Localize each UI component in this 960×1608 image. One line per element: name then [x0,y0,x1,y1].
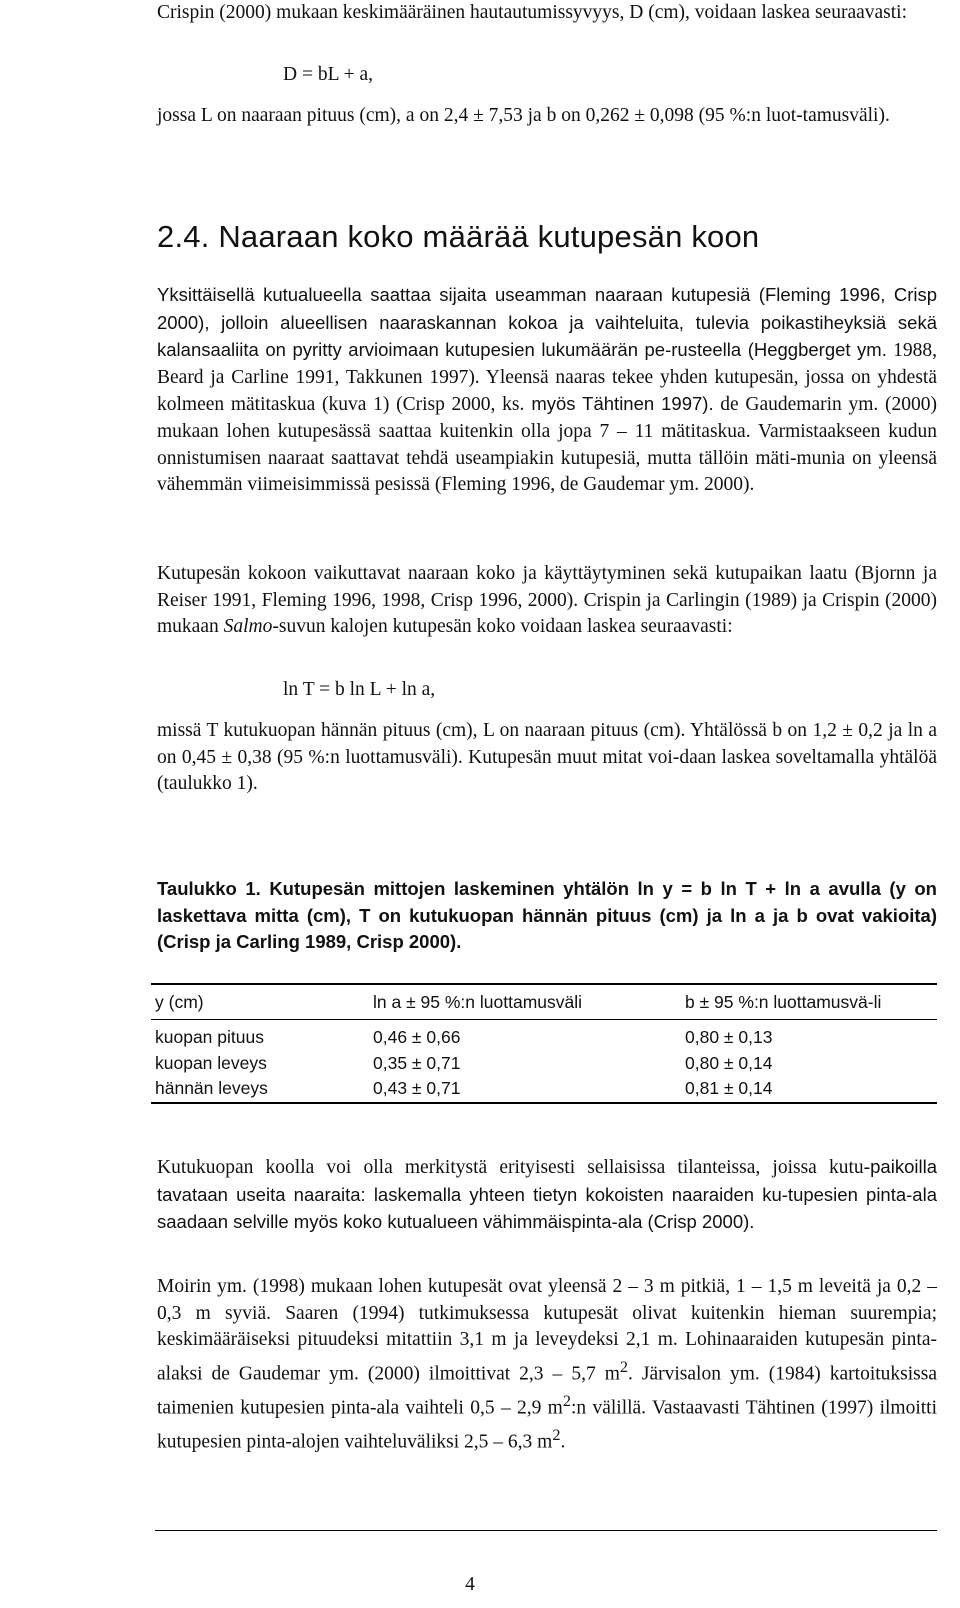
intro-paragraph [157,0,937,27]
paragraph-equation-explanation [157,718,937,798]
paragraph-text-sans: myös Tähtinen 1997). [524,393,714,415]
paragraph-text-sans: Yksittäisellä kutualueella saattaa sijaita useamman naaraan kutupesiä (Fleming 1996, Crisp 2000), jolloin alueellisen naaraskannan kokoa ja vaihteluita, tulevia poikastiheyksiä sekä kalansaaliita on pyritty arvioimaan kutupesien lukumäärän pe-rusteella (Heggberget ym. [157,284,937,361]
paragraph-text: 1988, Beard ja Carline 1991, Takkunen 1997). Yleensä naaras tekee yhden kutupesän, jossa on yhdestä kolmeen mätitaskua (kuva 1) (Crisp 2000, ks. [157,340,937,416]
paragraph-text-sans: paikoilla tavataan useita naaraita: laskemalla yhteen tietyn kokoisten naaraiden ku-tupesien pinta-ala saadaan selville myös koko kutualueen vähimmäispinta-ala (Crisp 2000). [157,1156,937,1233]
table-caption: Taulukko 1. Kutupesän mittojen laskeminen yhtälön ln y = b ln T + ln a avulla (y on laskettava mitta (cm), T on kutukuopan hännän pituus (cm) ja ln a ja b ovat vakioita) (Crisp ja Carling 1989, Crisp 2000). [157,878,937,952]
table-cell: 0,81 ± 0,14 [685,1078,773,1098]
table-header-cell: ln a ± 95 %:n luottamusväli [373,992,583,1012]
table-cell: 0,35 ± 0,71 [373,1052,461,1073]
page-number: 4 [465,1574,475,1595]
footer-divider [155,1530,937,1531]
intro-explanation-text: jossa L on naaraan pituus (cm), a on 2,4 ± 7,53 ja b on 0,262 ± 0,098 (95 %:n luot-tamusväli). [157,105,890,126]
table-header-cell: b ± 95 %:n luottamusvä-li [685,992,882,1012]
paragraph-text: de Gaudemarin ym. (2000) mukaan lohen kutupesässä saattaa kuitenkin olla jopa 7 – 11 mätitaskua. Varmistaakseen kudun onnistumisen naaraat saattavat tehdä useampiakin kutupesiä, mutta tällöin mäti-munia on yleensä vähemmän viimeisimmissä pesissä (Fleming 1996, de Gaudemar ym. 2000). [157,394,937,496]
paragraph-text: . [560,1431,566,1453]
paragraph-redd-measurements [157,1274,937,1456]
paragraph-redd-area [157,1154,937,1237]
paragraph-text: -suvun kalojen kutupesän koko voidaan laskea seuraavasti: [272,616,733,638]
equation-depth: D = bL + a, [283,64,374,85]
intro-text: Crispin (2000) mukaan keskimääräinen hautautumissyvyys, D (cm), voidaan laskea seuraavasti: [157,2,908,23]
equation-redd-length: ln T = b ln L + ln a, [283,679,436,700]
paragraph-spawning-redds [157,282,937,499]
table-cell: 0,80 ± 0,14 [685,1052,773,1073]
section-heading: 2.4. Naaraan koko määrää kutupesän koon [157,219,760,254]
paragraph-text: Moirin ym. (1998) mukaan lohen kutupesät ovat yleensä 2 – 3 m pitkiä, 1 – 1,5 m leveitä ja 0,2 – 0,3 m syviä. Saaren (1994) tutkimuksessa kutupesät olivat kuitenkin hieman suurempia; keskimääräiseksi pituudeksi mitattiin 3,1 m ja leveydeksi 2,1 m. Lohinaaraiden kutupesän pinta-alaksi de Gaudemar ym. (2000) ilmoittivat 2,3 – 5,7 m [157,1276,937,1385]
table-cell: 0,46 ± 0,66 [373,1027,461,1047]
superscript: 2 [562,1391,571,1410]
paragraph-text: missä T kutukuopan hännän pituus (cm), L on naaraan pituus (cm). Yhtälössä b on 1,2 ± 0,2 ja ln a on 0,45 ± 0,38 (95 %:n luottamusväli). Kutupesän muut mitat voi-daan laskea soveltamalla yhtälöä (taulukko 1). [157,720,937,795]
superscript: 2 [552,1425,561,1444]
paragraph-redd-size [157,561,937,641]
intro-explanation [157,103,937,130]
table-header-row [151,984,937,1020]
table-cell: 0,80 ± 0,13 [685,1027,773,1047]
table-header-cell: y (cm) [155,992,204,1012]
superscript: 2 [619,1357,628,1376]
table-row [151,1076,937,1103]
table-cell: kuopan pituus [155,1027,264,1047]
table-row [151,1051,937,1077]
paragraph-text: . Järvisalon ym. (1984) kartoituksissa taimenien kutupesien pinta-ala vaihteli 0,5 – 2,9 m [157,1363,937,1419]
paragraph-text: Kutukuopan koolla voi olla merkitystä erityisesti sellaisissa tilanteissa, joissa kutu- [157,1157,871,1178]
redd-dimensions-table [151,983,937,1104]
table-cell: kuopan leveys [155,1052,267,1073]
table-row [151,1020,937,1051]
table-cell: 0,43 ± 0,71 [373,1078,461,1098]
paragraph-text: Kutupesän kokoon vaikuttavat naaraan koko ja käyttäytyminen sekä kutupaikan laatu (Bjornn ja Reiser 1991, Fleming 1996, 1998, Crisp 1996, 2000). Crispin ja Carlingin (1989) ja Crispin (2000) mukaan [157,563,937,638]
paragraph-text: :n välillä. Vastaavasti Tähtinen (1997) ilmoitti kutupesien pinta-alojen vaihteluväliksi 2,5 – 6,3 m [157,1397,938,1453]
genus-name: Salmo [223,616,273,638]
table-cell: hännän leveys [155,1078,268,1098]
